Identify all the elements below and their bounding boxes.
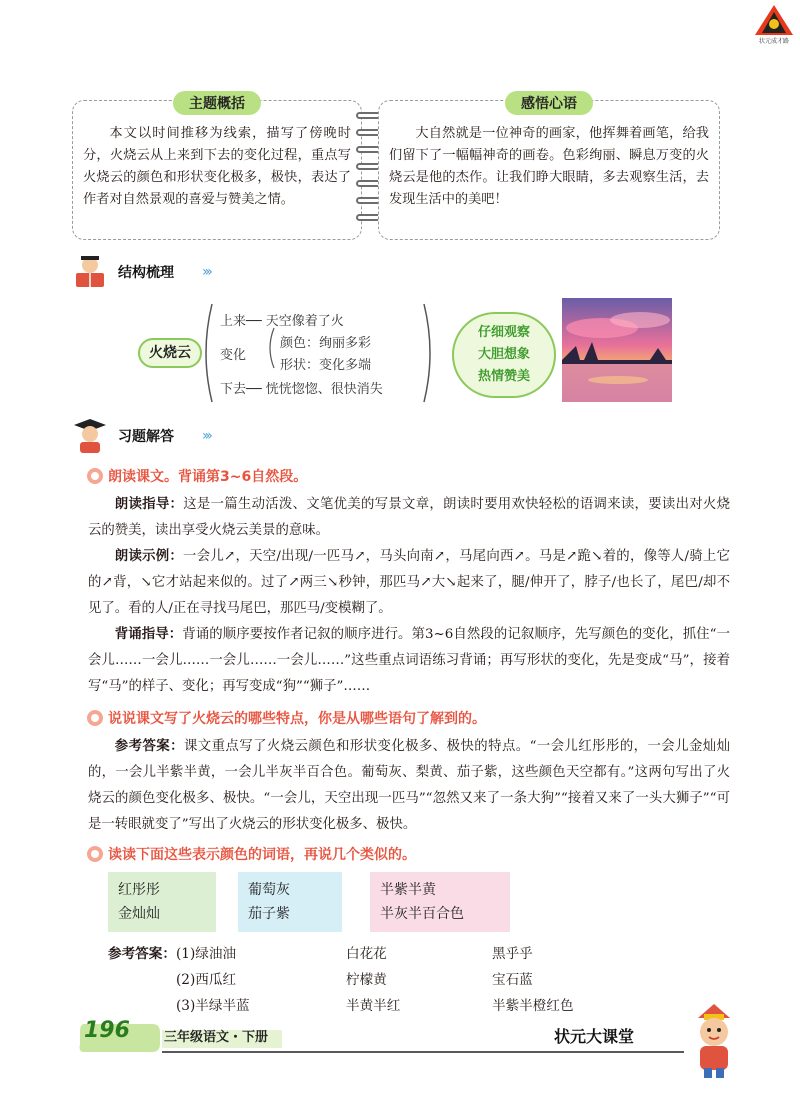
diagram-center-node: 火烧云 bbox=[138, 338, 202, 368]
mascot-figure bbox=[684, 1000, 744, 1080]
color-word: 半紫半黄 bbox=[380, 882, 436, 898]
reading-student-icon bbox=[72, 254, 108, 290]
reflection-card bbox=[378, 96, 720, 240]
question-bullet-icon bbox=[86, 845, 104, 863]
color-box-green bbox=[108, 872, 216, 932]
logo-mountain-icon bbox=[754, 4, 794, 36]
method-bubble bbox=[452, 312, 556, 398]
branch-change-shape: 形状：变化多端 bbox=[280, 358, 372, 373]
reading-guide-paragraph bbox=[88, 492, 730, 544]
reading-example-paragraph bbox=[88, 544, 730, 622]
exercises-heading bbox=[72, 418, 272, 454]
reading-guide-label: 朗读指导： bbox=[114, 497, 184, 512]
answer-3-label: 参考答案： bbox=[108, 946, 176, 962]
logo-text: 状元成才路 bbox=[758, 38, 789, 45]
structure-title: 结构梳理 bbox=[118, 265, 174, 281]
footer-brand: 状元大课堂 bbox=[554, 1027, 635, 1046]
reading-example-label: 朗读示例： bbox=[114, 549, 184, 564]
color-word: 葡萄灰 bbox=[248, 882, 290, 898]
question-bullet-icon bbox=[86, 709, 104, 727]
bubble-line: 大胆想象 bbox=[477, 347, 530, 362]
graduate-student-icon bbox=[72, 418, 108, 454]
answer-cell: (2)西瓜红 bbox=[176, 972, 237, 988]
recite-guide-paragraph bbox=[88, 622, 730, 700]
answer-2-label: 参考答案： bbox=[114, 739, 184, 754]
answer-cell: 白花花 bbox=[346, 946, 387, 962]
answer-cell: (3)半绿半蓝 bbox=[176, 998, 250, 1014]
exercises-title: 习题解答 bbox=[118, 429, 174, 445]
theme-summary-title: 主题概括 bbox=[173, 91, 261, 115]
reflection-title: 感悟心语 bbox=[505, 91, 593, 115]
answer-cell: 柠檬黄 bbox=[346, 972, 387, 988]
page-number: 196 bbox=[84, 1018, 130, 1043]
color-word: 金灿灿 bbox=[118, 906, 160, 922]
recite-guide-text: 背诵的顺序要按作者记叙的顺序进行。第3~6自然段的记叙顺序，先写颜色的变化，抓住“一会儿……一会儿……一会儿……一会儿……”这些重点词语练习背诵；再写形状的变化，先是变成“马”，接着写“马”的样子、变化；再写变成“狗”“狮子”…… bbox=[88, 627, 731, 694]
color-word: 红彤彤 bbox=[118, 882, 160, 898]
recite-guide-label: 背诵指导： bbox=[114, 627, 183, 642]
reading-guide-text: 这是一篇生动活泼、文笔优美的写景文章，朗读时要用欢快轻松的语调来读，要读出对火烧云的赞美，读出享受火烧云美景的意味。 bbox=[88, 497, 730, 538]
color-box-pink bbox=[370, 872, 510, 932]
answer-cell: 半紫半橙红色 bbox=[492, 998, 574, 1014]
bubble-line: 热情赞美 bbox=[477, 369, 530, 384]
sunset-clouds-photo bbox=[562, 298, 672, 402]
answer-2-paragraph bbox=[88, 734, 730, 838]
question-3: 读读下面这些表示颜色的词语，再说几个类似的。 bbox=[108, 847, 416, 863]
branch-up: 上来── 天空像着了火 bbox=[220, 314, 344, 329]
reflection-text: 大自然就是一位神奇的画家，他挥舞着画笔，给我们留下了一幅幅神奇的画卷。色彩绚丽、瞬息万变的火烧云是他的杰作。让我们睁大眼睛，多去观察生活，去发现生活中的美吧！ bbox=[389, 126, 709, 207]
branch-change-color: 颜色：绚丽多彩 bbox=[280, 336, 372, 351]
double-chevron-icon: ››› bbox=[202, 428, 210, 444]
theme-summary-card bbox=[72, 96, 362, 240]
theme-summary-text: 本文以时间推移为线索，描写了傍晚时分，火烧云从上来到下去的变化过程，重点写火烧云的颜色和形状变化极多，极快，表达了作者对自然景观的喜爱与赞美之情。 bbox=[83, 126, 351, 207]
reading-example-text: 一会儿↗，天空/出现/一匹马↗，马头向南↗，马尾向西↗。马是↗跪↘着的，像等人/骑上它的↗背，↘它才站起来似的。过了↗两三↘秒钟，那匹马↗大↘起来了，腿/伸开了，脖子/也长了，尾巴/却不见了。看的人/正在寻找马尾巴，那匹马/变模糊了。 bbox=[88, 549, 731, 616]
question-2: 说说课文写了火烧云的哪些特点，你是从哪些语句了解到的。 bbox=[108, 711, 486, 727]
color-word: 半灰半百合色 bbox=[380, 906, 464, 922]
grade-label: 三年级语文・下册 bbox=[164, 1030, 269, 1045]
color-word: 茄子紫 bbox=[248, 906, 290, 922]
answer-cell: 半黄半红 bbox=[346, 998, 401, 1014]
question-bullet-icon bbox=[86, 467, 104, 485]
question-1: 朗读课文。背诵第3~6自然段。 bbox=[108, 469, 308, 485]
branch-change-label: 变化 bbox=[220, 348, 247, 363]
structure-heading bbox=[72, 254, 272, 290]
answer-cell: (1)绿油油 bbox=[176, 946, 237, 962]
answer-cell: 宝石蓝 bbox=[492, 972, 533, 988]
color-box-blue bbox=[238, 872, 342, 932]
answer-2-text: 课文重点写了火烧云颜色和形状变化极多、极快的特点。“一会儿红彤彤的，一会儿金灿灿的，一会儿半紫半黄，一会儿半灰半百合色。葡萄灰、梨黄、茄子紫，这些颜色天空都有。”这两句写出了火烧云的颜色变化极多、极快。“一会儿，天空出现一匹马”“忽然又来了一条大狗”“接着又来了一头大狮子”“可是一转眼就变了”写出了火烧云的形状变化极多、极快。 bbox=[88, 739, 731, 832]
branch-down: 下去── 恍恍惚惚、很快消失 bbox=[220, 382, 383, 397]
bubble-line: 仔细观察 bbox=[477, 325, 530, 340]
double-chevron-icon: ››› bbox=[202, 264, 210, 280]
answer-cell: 黑乎乎 bbox=[492, 946, 533, 962]
structure-diagram bbox=[108, 298, 698, 408]
publisher-logo bbox=[752, 4, 796, 50]
